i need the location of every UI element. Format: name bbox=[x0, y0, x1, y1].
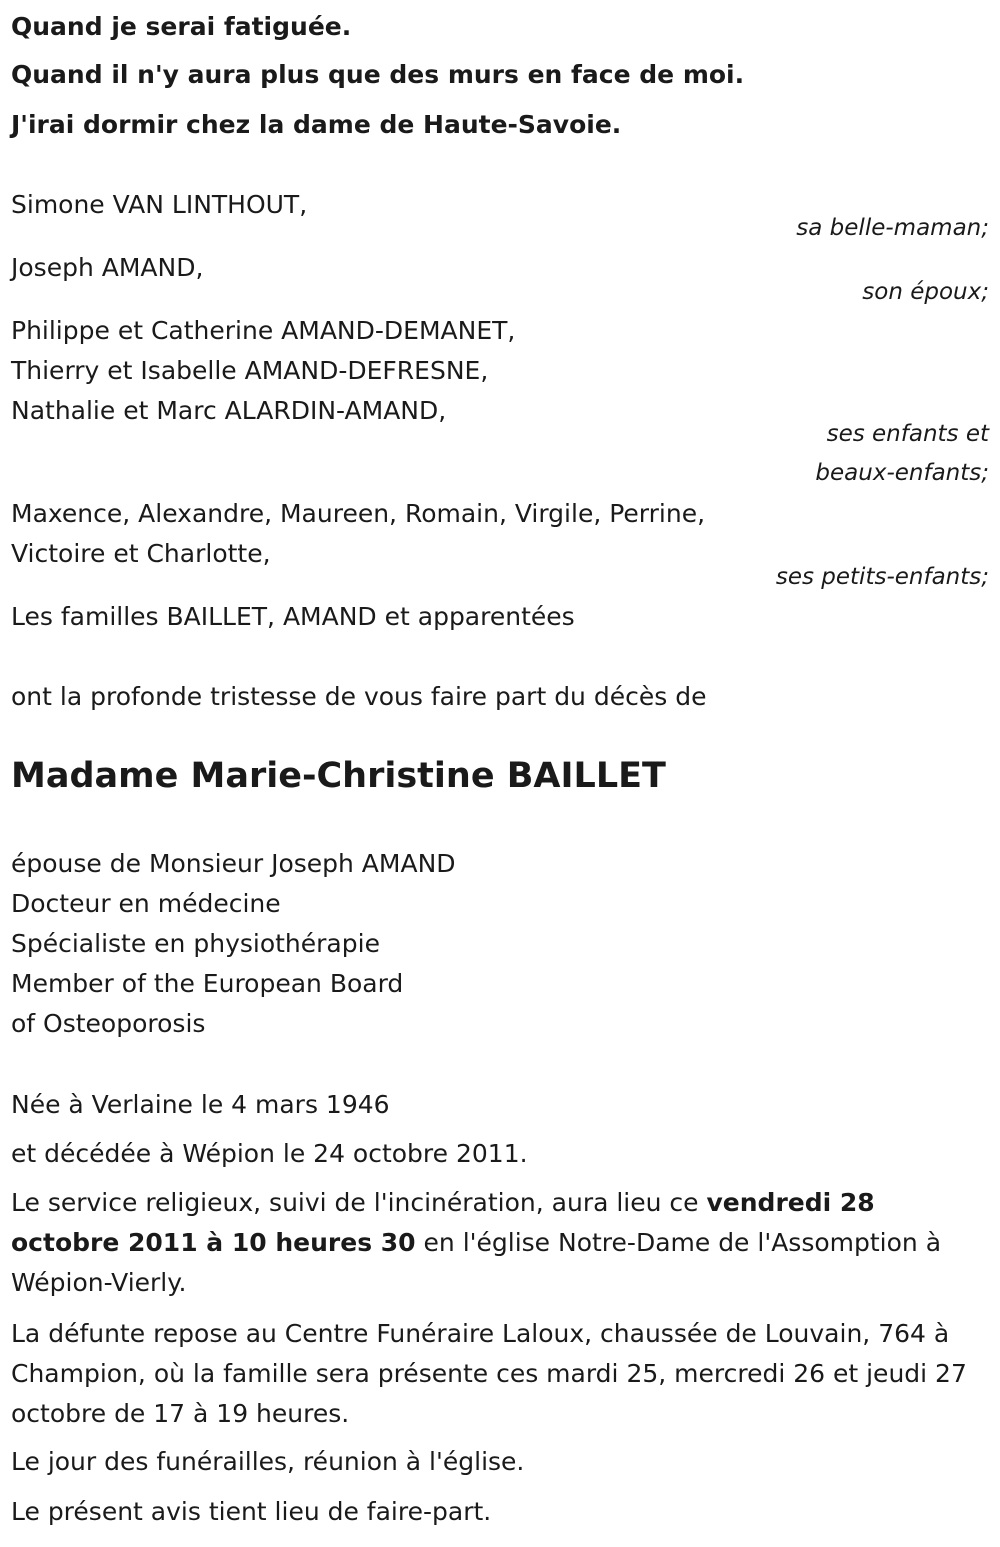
grandchildren-line-2: Victoire et Charlotte, bbox=[11, 539, 271, 568]
children-role-line-1: ses enfants et bbox=[826, 421, 989, 447]
notice-line: Le présent avis tient lieu de faire-part. bbox=[11, 1497, 492, 1526]
grandchildren-line-1: Maxence, Alexandre, Maureen, Romain, Virgile, Perrine, bbox=[11, 499, 706, 528]
mother-in-law-role: sa belle-maman; bbox=[796, 215, 989, 241]
viewing-paragraph: La défunte repose au Centre Funéraire Laloux, chaussée de Louvain, 764 à Champion, où la famille sera présente ces mardi 25, mercredi 26 et jeudi 27 octobre de 17 à 19 heures. bbox=[11, 1319, 967, 1428]
title-line-1: épouse de Monsieur Joseph AMAND bbox=[11, 849, 456, 878]
child-couple-2: Thierry et Isabelle AMAND-DEFRESNE, bbox=[11, 356, 489, 385]
announcement-text: ont la profonde tristesse de vous faire part du décès de bbox=[11, 682, 707, 711]
birth-line: Née à Verlaine le 4 mars 1946 bbox=[11, 1090, 390, 1119]
grandchildren-role: ses petits-enfants; bbox=[775, 564, 989, 590]
service-paragraph bbox=[11, 1183, 986, 1303]
funeral-meeting-line: Le jour des funérailles, réunion à l'église. bbox=[11, 1447, 525, 1476]
deceased-name: Madame Marie-Christine BAILLET bbox=[11, 756, 666, 796]
poem-line-2: Quand il n'y aura plus que des murs en face de moi. bbox=[11, 60, 745, 89]
title-line-2: Docteur en médecine bbox=[11, 889, 281, 918]
poem-line-3: J'irai dormir chez la dame de Haute-Savoie. bbox=[11, 110, 622, 139]
child-couple-1: Philippe et Catherine AMAND-DEMANET, bbox=[11, 316, 516, 345]
mother-in-law-name: Simone VAN LINTHOUT, bbox=[11, 190, 308, 219]
title-line-5: of Osteoporosis bbox=[11, 1009, 206, 1038]
service-text-after: en l'église Notre-Dame de l'Assomption à Wépion-Vierly. bbox=[11, 1228, 942, 1297]
service-text-before: Le service religieux, suivi de l'incinération, aura lieu ce bbox=[11, 1188, 707, 1217]
families-line: Les familles BAILLET, AMAND et apparentées bbox=[11, 602, 575, 631]
child-couple-3: Nathalie et Marc ALARDIN-AMAND, bbox=[11, 396, 447, 425]
husband-role: son époux; bbox=[862, 279, 989, 305]
title-line-3: Spécialiste en physiothérapie bbox=[11, 929, 380, 958]
poem-line-1: Quand je serai fatiguée. bbox=[11, 12, 352, 41]
title-line-4: Member of the European Board bbox=[11, 969, 404, 998]
children-role-line-2: beaux-enfants; bbox=[815, 460, 989, 486]
death-line: et décédée à Wépion le 24 octobre 2011. bbox=[11, 1139, 528, 1168]
husband-name: Joseph AMAND, bbox=[11, 253, 204, 282]
service-date: vendredi 28 octobre 2011 à 10 heures 30 bbox=[11, 1188, 875, 1257]
